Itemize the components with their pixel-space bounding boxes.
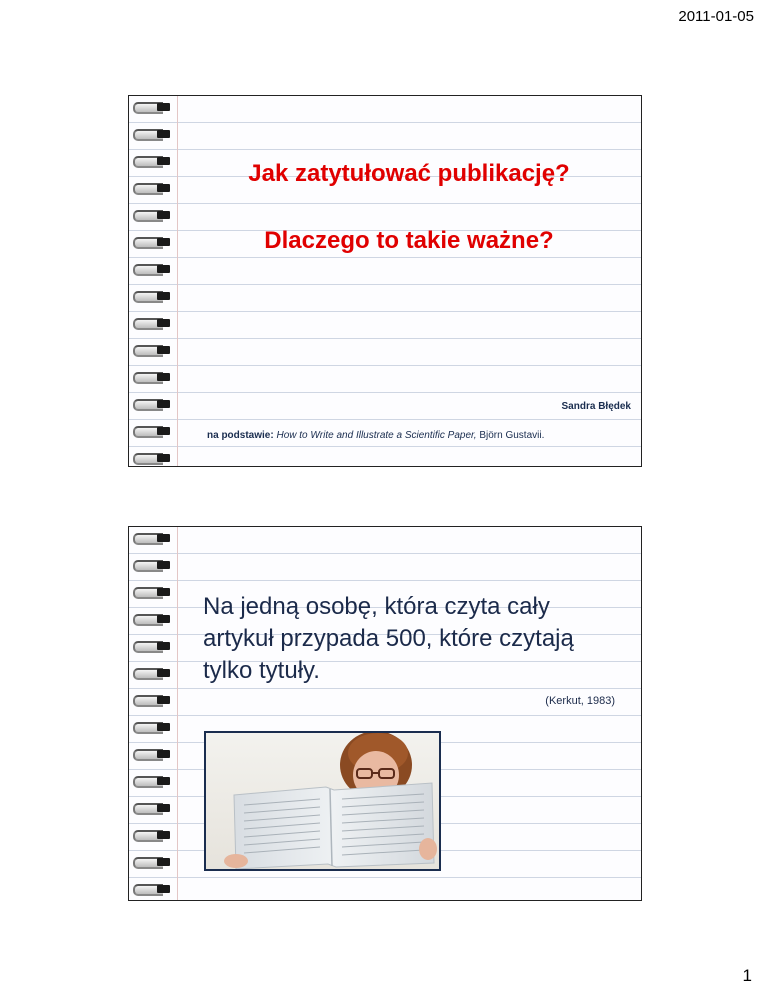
spiral-ring <box>133 100 173 114</box>
author-name: Sandra Błędek <box>561 401 631 412</box>
spiral-ring <box>133 558 173 572</box>
spiral-binding <box>129 96 175 466</box>
spiral-ring <box>133 451 173 465</box>
spiral-ring <box>133 370 173 384</box>
punch-hole <box>157 669 170 677</box>
spiral-binding <box>129 527 175 900</box>
page-number: 1 <box>742 966 752 985</box>
punch-hole <box>157 777 170 785</box>
punch-hole <box>157 427 170 435</box>
spiral-ring <box>133 639 173 653</box>
punch-hole <box>157 534 170 542</box>
punch-hole <box>157 454 170 462</box>
quote-text: Na jedną osobę, która czyta cały artykuł przypada 500, które czytają tylko tytuły. <box>203 593 574 684</box>
punch-hole <box>157 265 170 273</box>
spiral-ring <box>133 154 173 168</box>
punch-hole <box>157 561 170 569</box>
spiral-ring <box>133 720 173 734</box>
punch-hole <box>157 615 170 623</box>
spiral-ring <box>133 181 173 195</box>
punch-hole <box>157 588 170 596</box>
punch-hole <box>157 319 170 327</box>
slide-title: Jak zatytułować publikację? <box>248 160 570 187</box>
spiral-ring <box>133 208 173 222</box>
punch-hole <box>157 292 170 300</box>
spiral-ring <box>133 343 173 357</box>
source-prefix: na podstawie: <box>207 430 274 441</box>
spiral-ring <box>133 882 173 896</box>
source-reference <box>207 430 544 441</box>
spiral-ring <box>133 855 173 869</box>
punch-hole <box>157 238 170 246</box>
spiral-ring <box>133 531 173 545</box>
slide-2 <box>128 526 642 901</box>
punch-hole <box>157 804 170 812</box>
spiral-ring <box>133 424 173 438</box>
spiral-ring <box>133 747 173 761</box>
spiral-ring <box>133 585 173 599</box>
punch-hole <box>157 211 170 219</box>
slide-1 <box>128 95 642 467</box>
spiral-ring <box>133 612 173 626</box>
page-date: 2011-01-05 <box>678 8 754 25</box>
woman-reading-newspaper-image <box>204 731 441 871</box>
quote-citation: (Kerkut, 1983) <box>545 695 615 707</box>
spiral-ring <box>133 774 173 788</box>
spiral-ring <box>133 316 173 330</box>
punch-hole <box>157 400 170 408</box>
spiral-ring <box>133 828 173 842</box>
punch-hole <box>157 157 170 165</box>
photo-illustration <box>206 733 439 869</box>
punch-hole <box>157 696 170 704</box>
punch-hole <box>157 184 170 192</box>
source-book-author: Björn Gustavii. <box>479 430 545 441</box>
punch-hole <box>157 103 170 111</box>
spiral-ring <box>133 693 173 707</box>
punch-hole <box>157 723 170 731</box>
punch-hole <box>157 373 170 381</box>
punch-hole <box>157 130 170 138</box>
slide-subtitle: Dlaczego to takie ważne? <box>264 227 554 254</box>
spiral-ring <box>133 127 173 141</box>
spiral-ring <box>133 666 173 680</box>
source-book-title: How to Write and Illustrate a Scientific Paper, <box>276 430 477 441</box>
punch-hole <box>157 831 170 839</box>
spiral-ring <box>133 235 173 249</box>
spiral-ring <box>133 801 173 815</box>
punch-hole <box>157 346 170 354</box>
punch-hole <box>157 750 170 758</box>
spiral-ring <box>133 397 173 411</box>
punch-hole <box>157 642 170 650</box>
punch-hole <box>157 858 170 866</box>
spiral-ring <box>133 289 173 303</box>
spiral-ring <box>133 262 173 276</box>
punch-hole <box>157 885 170 893</box>
